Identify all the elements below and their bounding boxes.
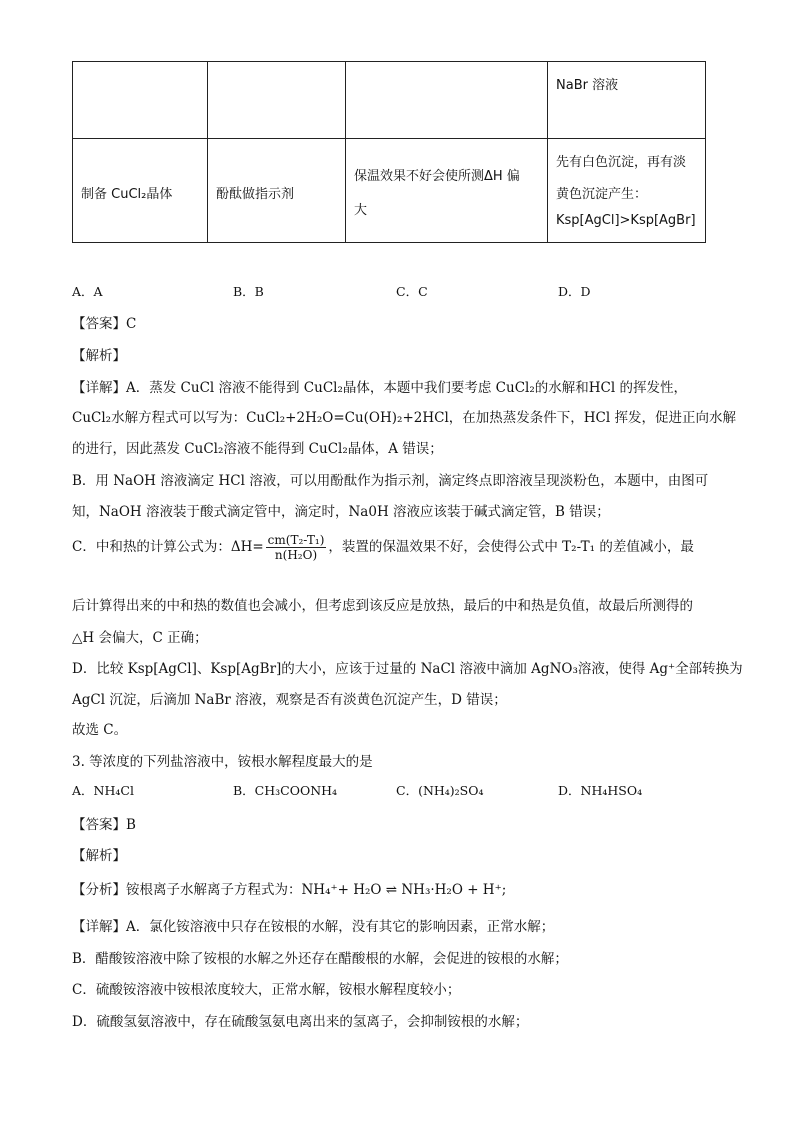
cell-text: NaBr 溶液 [556,78,619,93]
fraction: $\frac{\text{cm(T₂-T₁)}}{\text{n(H₂O)}}$ [267,533,325,562]
table-cell [73,62,208,139]
option-b: B．B [233,284,264,299]
explanation-line: 【详解】A．氯化铵溶液中只存在铵根的水解，没有其它的影响因素，正常水解； [72,919,555,935]
explanation-line: 【详解】A．蒸发 CuCl 溶液不能得到 CuCl₂晶体，本题中我们要考虑 CuCl₂的水解和HCl 的挥发性， [72,380,687,396]
explanation-line: 的进行，因此蒸发 CuCl₂溶液不能得到 CuCl₂晶体，A 错误； [72,441,443,457]
explanation-line: △H 会偏大，C 正确； [72,630,208,646]
option-a: A．NH₄Cl [72,783,134,798]
table-cell [346,139,548,243]
table-row [73,139,706,243]
explanation-line: 故选 C。 [72,722,128,738]
explanation-line: D．比较 Ksp[AgCl]、Ksp[AgBr]的大小，应该于过量的 NaCl 溶液中滴加 AgNO₃溶液，使得 Ag⁺全部转换为 [72,661,743,677]
explanation-line: 知，NaOH 溶液装于酸式滴定管中，滴定时，Na0H 溶液应该装于碱式滴定管，B 错误； [72,504,610,520]
answer-label: 【答案】C [72,316,137,332]
option-c: C．C [396,284,428,299]
option-d: D．D [558,284,591,299]
explanation-line: D．硫酸氢氨溶液中，存在硫酸氢氨电离出来的氢离子，会抑制铵根的水解； [72,1014,529,1030]
cell-text: 先有白色沉淀，再有淡 [556,155,687,170]
formula-line: C．中和热的计算公式为：ΔH= $\frac{\text{cm(T₂-T₁)}}{\text{n(H₂O)}}$ ，装置的保温效果不好，会使得公式中 T₂-T₁ 的差值减小，最 [72,533,694,562]
cell-text: 大 [354,203,368,218]
explanation-line: B．醋酸铵溶液中除了铵根的水解之外还存在醋酸根的水解，会促进的铵根的水解； [72,951,568,967]
explanation-line: CuCl₂水解方程式可以写为：CuCl₂+2H₂O=Cu(OH)₂+2HCl，在加热蒸发条件下，HCl 挥发，促进正向水解 [72,410,736,426]
option-a: A．A [72,284,103,299]
cell-text: 制备 CuCl₂晶体 [81,187,173,202]
analysis-label: 【解析】 [72,848,126,864]
data-table [72,61,706,243]
table-cell [548,139,706,243]
option-d: D．NH₄HSO₄ [558,783,643,798]
question-stem: 3. 等浓度的下列盐溶液中，铵根水解程度最大的是 [72,754,373,770]
table-cell [73,139,208,243]
analysis-line: 【分析】铵根离子水解离子方程式为：NH₄⁺+ H₂O ⇌ NH₃·H₂O + H⁺; [72,882,507,898]
table-cell [548,62,706,139]
answer-label: 【答案】B [72,817,136,833]
explanation-line: 后计算得出来的中和热的数值也会减小，但考虑到该反应是放热，最后的中和热是负值，故最后所测得的 [72,598,693,614]
table-cell [208,139,346,243]
explanation-line: B．用 NaOH 溶液滴定 HCl 溶液，可以用酚酞作为指示剂，滴定终点即溶液呈现淡粉色，本题中，由图可 [72,473,709,489]
explanation-line: C．硫酸铵溶液中铵根浓度较大，正常水解，铵根水解程度较小； [72,982,461,998]
analysis-label: 【解析】 [72,348,126,364]
option-b: B．CH₃COONH₄ [233,783,338,798]
cell-text: 保温效果不好会使所测ΔH 偏 [354,169,520,184]
option-c: C．(NH₄)₂SO₄ [396,783,484,798]
table-cell [208,62,346,139]
table-row [73,62,706,139]
explanation-line: AgCl 沉淀，后滴加 NaBr 溶液，观察是否有淡黄色沉淀产生，D 错误； [72,692,507,708]
cell-text: 黄色沉淀产生： [556,187,648,202]
cell-text: 酚酞做指示剂 [216,187,295,202]
cell-text: Ksp[AgCl]>Ksp[AgBr] [556,213,696,228]
table-cell [346,62,548,139]
